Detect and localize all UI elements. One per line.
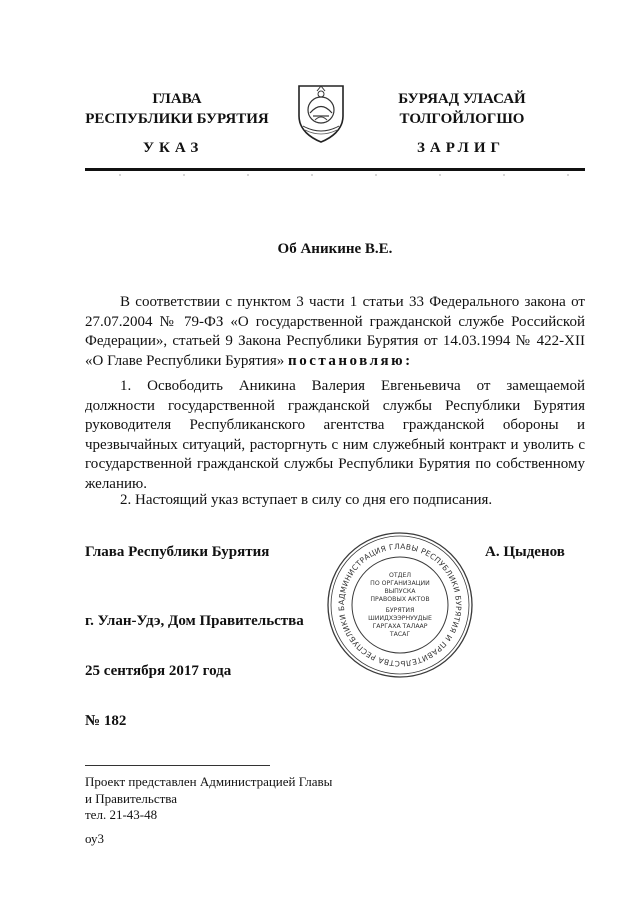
header-divider: [85, 168, 585, 171]
seal-ring-text: АДМИНИСТРАЦИЯ ГЛАВЫ РЕСПУБЛИКИ БУРЯТИЯ И ПРАВИТЕЛЬСТВА РЕСПУБЛИКИ Б: [336, 541, 464, 669]
header-right: [378, 89, 546, 129]
decree-label-buryat: ЗАРЛИГ: [417, 140, 506, 156]
footnote-line: Проект представлен Администрацией Главы: [85, 774, 333, 789]
seal-line: ШИИДХЭЭРНУУДЫЕ: [368, 615, 432, 622]
document-title: Об Аникине В.Е.: [277, 241, 393, 257]
footnote: [85, 774, 332, 824]
header-right-line-2: ТОЛГОЙЛОГШО: [399, 111, 525, 127]
footnote-line: тел. 21-43-48: [85, 807, 158, 822]
seal-line: ГАРГАХА ТАЛААР: [372, 623, 428, 630]
header-right-line-1: БУРЯАД УЛАСАЙ: [398, 91, 526, 107]
seal-line: ТАСАГ: [389, 631, 411, 638]
resolution-word: постановляю:: [288, 352, 413, 369]
decree-number: № 182: [85, 713, 127, 729]
coat-of-arms-icon: [293, 80, 349, 144]
item-2-text: 2. Настоящий указ вступает в силу со дня его подписания.: [120, 492, 493, 508]
footnote-divider: [85, 765, 270, 766]
signing-place: г. Улан-Удэ, Дом Правительства: [85, 613, 304, 629]
decree-label: УКАЗ: [143, 140, 204, 156]
preamble-paragraph: [85, 293, 585, 371]
header-dotted-line: [88, 173, 584, 177]
document-code: оу3: [85, 831, 105, 846]
seal-line: ВЫПУСКА: [384, 588, 416, 595]
seal-line: ПРАВОВЫХ АКТОВ: [370, 596, 430, 603]
signatory-position: Глава Республики Бурятия: [85, 544, 270, 560]
header-left-line-1: ГЛАВА: [152, 91, 202, 107]
seal-line: ПО ОРГАНИЗАЦИИ: [370, 580, 430, 587]
signatory-name: А. Цыденов: [485, 544, 565, 560]
seal-line: БУРЯТИЯ: [385, 607, 415, 614]
seal-line: ОТДЕЛ: [388, 572, 412, 579]
item-2-paragraph: [85, 491, 585, 511]
header-left: [82, 89, 272, 129]
header-left-line-2: РЕСПУБЛИКИ БУРЯТИЯ: [85, 111, 269, 127]
footnote-line: и Правительства: [85, 790, 178, 806]
item-1-text: 1. Освободить Аникина Валерия Евгеньевича от замещаемой должности государственной гражданской службы Республики Бурятия руководителя Республиканского агентства гражданской обороны и чрезвычайных ситуаций, расторгнуть с ним служебный контракт и уволить с государственной гражданской службы Республики Бурятия по собственному желанию.: [85, 378, 585, 492]
preamble-text: В соответствии с пунктом 3 части 1 статьи 33 Федерального закона от 27.07.2004 № 79-ФЗ «О государственной гражданской службе Российской Федерации», статьей 9 Закона Республики Бурятия от 14.03.1994 № 422-XII «О Главе Республики Бурятия»: [85, 294, 585, 369]
item-1-paragraph: [85, 377, 585, 495]
official-seal-stamp: [325, 530, 475, 680]
signing-date: 25 сентября 2017 года: [85, 663, 232, 679]
